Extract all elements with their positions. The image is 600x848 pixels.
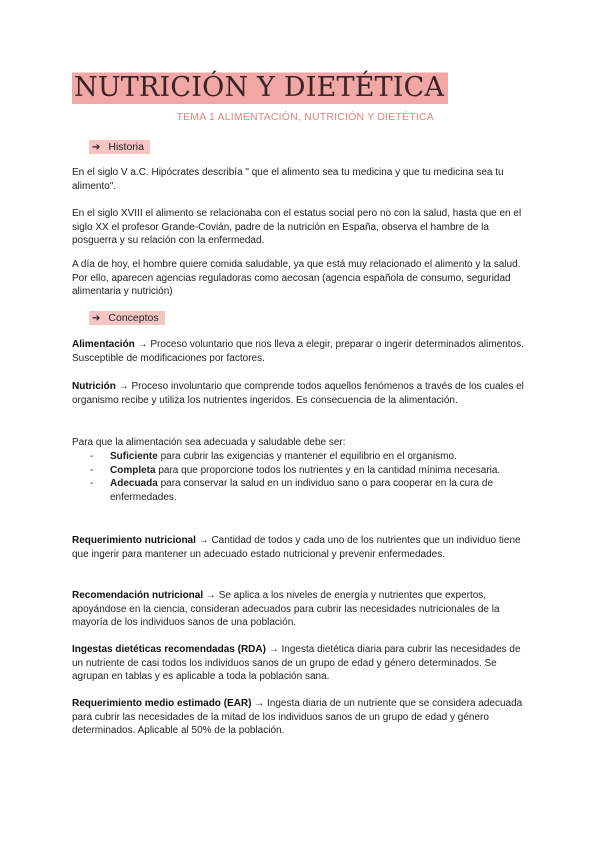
term-ear: Requerimiento medio estimado (EAR): [72, 698, 252, 709]
term-requerimiento: Requerimiento nutricional: [72, 535, 196, 546]
definition-recomendacion: → Se aplica a los niveles de energía y nutrientes que expertos, apoyándose en la ciencia, consideran adecuados para cubrir las necesidades nutricionales de la mayoría de los individuos sanos de una población.: [72, 590, 500, 629]
term-rda: Ingestas dietéticas recomendadas (RDA): [72, 644, 266, 655]
heading-label: Historia: [108, 141, 144, 153]
concept-requerimiento-nutricional: [72, 534, 528, 561]
heading-highlight: [89, 311, 165, 325]
arrow-right-icon: ➔: [92, 313, 101, 324]
definition-nutricion: → Proceso involuntario que comprende todos aquellos fenómenos a través de los cuales el organismo recibe y utiliza los nutrientes ingeridos. Es consecuencia de la alimentación.: [72, 381, 524, 406]
list-item: - Adecuada para conservar la salud en un individuo sano o para cooperar en la cura de enfermedades.: [90, 478, 494, 503]
list-item: - Completa para que proporcione todos los nutrientes y en la cantidad mínima necesaria.: [90, 464, 501, 476]
section-heading-conceptos: [89, 311, 165, 325]
historia-paragraph-3: A día de hoy, el hombre quiere comida saludable, ya que está muy relacionado el alimento y la salud. Por ello, aparecen agencias reguladoras como aecosan (agencia española de consumo, seguridad alimentaria y nutrición): [72, 259, 521, 298]
concept-recomendacion-nutricional: [72, 589, 528, 630]
definition-ear: → Ingesta diaria de un nutriente que se considera adecuada para cubrir las necesidades de la mitad de los individuos sanos de un grupo de edad y género determinados. Aplicable al 50% de la población.: [72, 698, 523, 737]
concept-nutricion: [72, 380, 528, 407]
heading-highlight: [89, 140, 150, 154]
historia-paragraph-2: En el siglo XVIII el alimento se relacionaba con el estatus social pero no con la salud, hasta que en el siglo XX el profesor Grande-Covián, padre de la nutrición en España, observa el hambre de la posguerra y su relación con la enfermedad.: [72, 208, 522, 247]
document-subtitle: TEMA 1 ALIMENTACIÓN, NUTRICIÓN Y DIETÉTICA: [176, 111, 434, 123]
term-alimentacion: Alimentación: [72, 339, 135, 350]
adequacy-list: [72, 450, 528, 504]
concept-ear: [72, 697, 528, 738]
adequacy-intro: Para que la alimentación sea adecuada y saludable debe ser:: [72, 437, 346, 448]
list-item: - Suficiente para cubrir las exigencias y mantener el equilibrio en el organismo.: [90, 451, 457, 462]
arrow-right-icon: ➔: [92, 142, 101, 153]
section-heading-historia: [89, 140, 150, 154]
concept-alimentacion: [72, 338, 528, 365]
term-nutricion: Nutrición: [72, 381, 116, 392]
term-recomendacion: Recomendación nutricional: [72, 590, 204, 601]
definition-alimentacion: → Proceso voluntario que nos lleva a elegir, preparar o ingerir determinados alimentos. Susceptible de modificaciones por factores.: [72, 339, 524, 364]
document-title: NUTRICIÓN Y DIETÉTICA: [72, 70, 448, 104]
concept-rda: [72, 643, 528, 684]
definition-rda: → Ingesta dietética diaria para cubrir las necesidades de un nutriente de casi todos los individuos sanos de un grupo de edad y género determinados. Se agrupan en tablas y es aplicable a toda la población sana.: [72, 644, 521, 683]
definition-requerimiento: → Cantidad de todos y cada uno de los nutrientes que un individuo tiene que ingerir para mantener un adecuado estado nutricional y prevenir enfermedades.: [72, 535, 521, 560]
historia-paragraph-1: En el siglo V a.C. Hipócrates describía " que el alimento sea tu medicina y que tu medicina sea tu alimento".: [72, 167, 504, 192]
heading-label: Conceptos: [108, 312, 159, 324]
title-block: [72, 70, 448, 104]
